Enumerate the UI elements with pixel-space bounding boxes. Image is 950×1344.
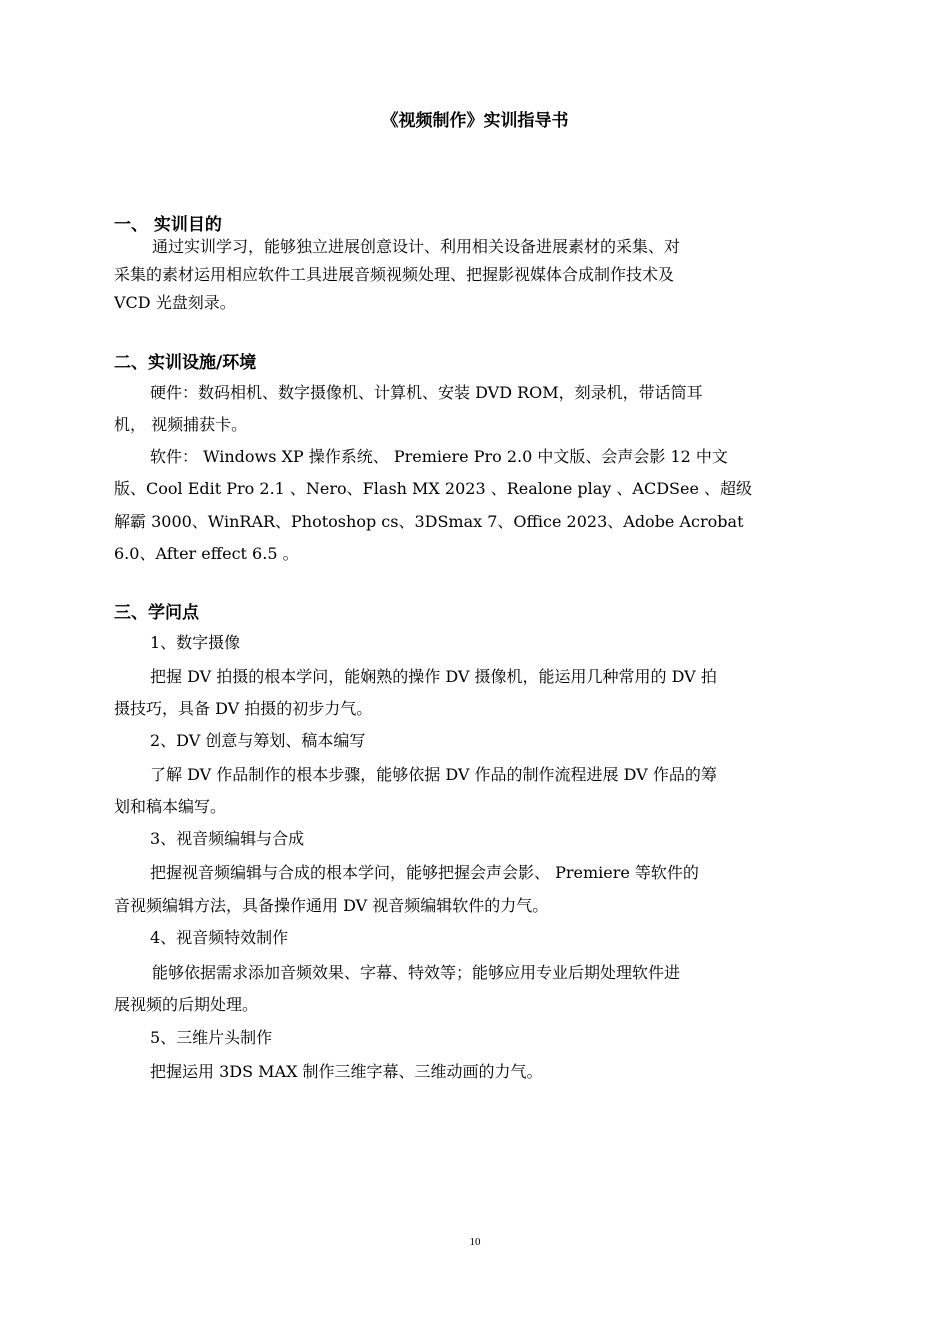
section-heading-3: 三、学问点	[114, 603, 199, 623]
paragraph-line: 能够依据需求添加音频效果、字幕、特效等；能够应用专业后期处理软件进	[152, 963, 681, 982]
paragraph-line: 展视频的后期处理。	[114, 995, 259, 1014]
paragraph-line: 6.0、After effect 6.5 。	[114, 544, 299, 563]
paragraph-line: 解霸 3000、WinRAR、Photoshop cs、3DSmax 7、Office 2023、Adobe Acrobat	[114, 512, 744, 531]
section-heading-2: 二、实训设施/环境	[114, 353, 257, 373]
paragraph-line: 把握运用 3DS MAX 制作三维字幕、三维动画的力气。	[150, 1062, 543, 1081]
paragraph-line: 了解 DV 作品制作的根本步骤，能够依据 DV 作品的制作流程进展 DV 作品的筹	[150, 765, 717, 784]
document-title: 《视频制作》实训指导书	[381, 111, 569, 131]
paragraph-line: 划和稿本编写。	[114, 797, 227, 816]
subheading-line: 5、三维片头制作	[150, 1028, 273, 1047]
paragraph-line: 机， 视频捕获卡。	[114, 415, 248, 434]
paragraph-line: VCD 光盘刻录。	[114, 293, 236, 312]
paragraph-line: 摄技巧，具备 DV 拍摄的初步力气。	[114, 699, 373, 718]
subheading-line: 1、数字摄像	[150, 633, 241, 652]
paragraph-line: 音视频编辑方法，具备操作通用 DV 视音频编辑软件的力气。	[114, 896, 549, 915]
paragraph-line: 软件： Windows XP 操作系统、 Premiere Pro 2.0 中文版、会声会影 12 中文	[150, 447, 728, 466]
section-heading-1: 一、 实训目的	[114, 215, 222, 235]
subheading-line: 3、视音频编辑与合成	[150, 829, 305, 848]
subheading-line: 2、DV 创意与筹划、稿本编写	[150, 731, 366, 750]
paragraph-line: 把握视音频编辑与合成的根本学问，能够把握会声会影、 Premiere 等软件的	[150, 863, 699, 882]
page-number: 10	[469, 1236, 481, 1248]
paragraph-line: 采集的素材运用相应软件工具进展音频视频处理、把握影视媒体合成制作技术及	[114, 265, 675, 284]
paragraph-line: 通过实训学习，能够独立进展创意设计、利用相关设备进展素材的采集、对	[152, 237, 681, 256]
subheading-line: 4、视音频特效制作	[150, 928, 289, 947]
paragraph-line: 版、Cool Edit Pro 2.1 、Nero、Flash MX 2023 、Realone play 、ACDSee 、超级	[114, 479, 753, 498]
paragraph-line: 硬件：数码相机、数字摄像机、计算机、安装 DVD ROM，刻录机，带话筒耳	[150, 383, 703, 402]
paragraph-line: 把握 DV 拍摄的根本学问，能娴熟的操作 DV 摄像机，能运用几种常用的 DV 拍	[150, 667, 717, 686]
